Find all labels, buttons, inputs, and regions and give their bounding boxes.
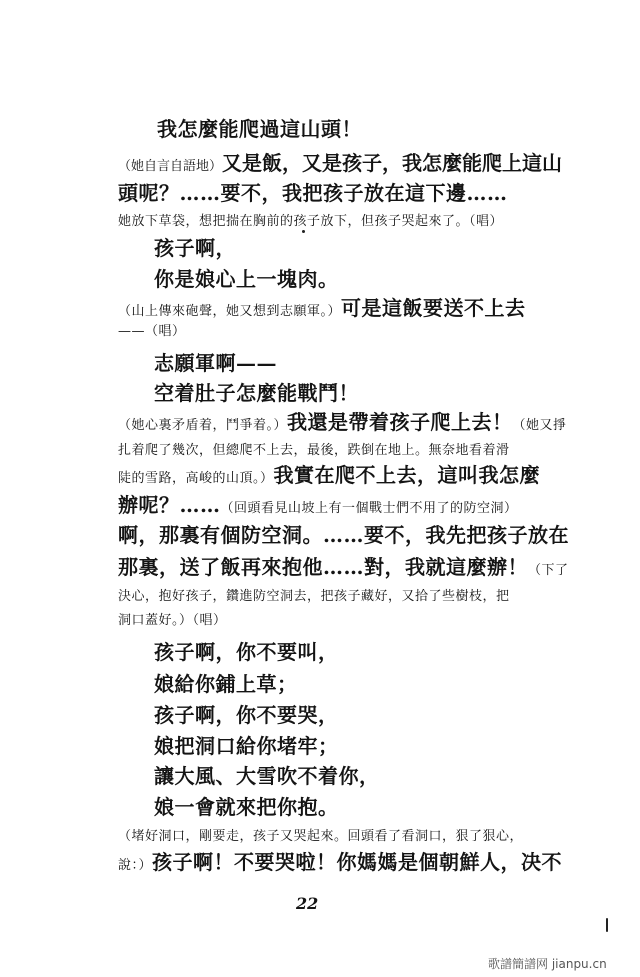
- stage-direction: （山上傳來砲聲，她又想到志願軍。）: [118, 304, 342, 319]
- dialogue-text: 我還是帶着孩子爬上去！: [287, 410, 513, 434]
- dialogue-text: 啊，那裏有個防空洞。……要不，我先把孩子放在: [118, 523, 569, 547]
- text-line: [157, 119, 362, 139]
- text-line: [118, 322, 186, 338]
- dialogue-text: 那裏，送了飯再來抱他……對，我就這麼辦！: [118, 555, 528, 579]
- dialogue-text: 頭呢？……要不，我把孩子放在這下邊……: [118, 181, 508, 205]
- dialogue-text: 可是這飯要送不上去: [341, 296, 526, 320]
- stage-direction: （她自言自語地）: [118, 159, 223, 174]
- text-line: [118, 557, 569, 577]
- text-line: [118, 495, 518, 515]
- dialogue-text: 讓大風、大雪吹不着你，: [154, 764, 380, 788]
- dialogue-text: 你是娘心上一塊肉。: [154, 267, 339, 291]
- text-line: [154, 736, 339, 756]
- dialogue-text: 娘給你鋪上草；: [154, 672, 298, 696]
- stage-direction: （下了: [528, 563, 569, 578]
- ink-speck: [606, 918, 608, 932]
- stage-direction: 陡的雪路，高峻的山頂。）: [118, 471, 274, 486]
- text-line: [118, 153, 562, 173]
- text-line: [154, 238, 236, 258]
- text-line: [118, 183, 508, 203]
- dialogue-text: 孩子啊，: [154, 236, 236, 260]
- text-line: [118, 465, 540, 485]
- stage-direction: （回頭看見山坡上有一個戰士們不用了的防空洞）: [220, 501, 518, 516]
- dialogue-text: 志願軍啊——: [154, 351, 277, 375]
- watermark: 歌譜簡譜网 jianpu.cn: [488, 957, 607, 971]
- text-line: [154, 642, 339, 662]
- text-line: [118, 587, 510, 603]
- dialogue-text: 辦呢？……: [118, 493, 221, 517]
- ink-speck: [302, 230, 305, 233]
- text-line: [154, 797, 339, 817]
- page-number: 22: [296, 894, 319, 913]
- dialogue-text: 孩子啊，你不要叫，: [154, 640, 339, 664]
- text-line: [118, 212, 503, 228]
- stage-direction: 洞口蓋好。）（唱）: [118, 613, 227, 628]
- text-line: [154, 674, 298, 694]
- stage-direction: 扎着爬了幾次，但總爬不上去，最後，跌倒在地上。無奈地看着滑: [118, 443, 510, 458]
- text-line: [118, 852, 562, 872]
- dialogue-text: 我實在爬不上去，這叫我怎麼: [273, 463, 541, 487]
- text-line: [154, 353, 277, 373]
- dialogue-text: 孩子啊！不要哭啦！你媽媽是個朝鮮人，决不: [152, 850, 563, 874]
- text-line: [118, 441, 510, 457]
- text-line: [118, 611, 227, 627]
- stage-direction: （她心裏矛盾着，鬥爭着。）: [118, 418, 288, 433]
- text-line: [118, 412, 567, 432]
- dialogue-text: 空着肚子怎麼能戰鬥！: [154, 381, 359, 405]
- text-line: [154, 705, 339, 725]
- text-line: [118, 298, 526, 318]
- stage-direction: （堵好洞口，剛要走，孩子又哭起來。回頭看了看洞口，狠了狠心，: [118, 829, 524, 844]
- dialogue-text: 娘把洞口給你堵牢；: [154, 734, 339, 758]
- dialogue-text: 我怎麼能爬過這山頭！: [157, 117, 362, 141]
- stage-direction: （她又掙: [512, 418, 567, 433]
- dialogue-text: 娘一會就來把你抱。: [154, 795, 339, 819]
- dialogue-text: 孩子啊，你不要哭，: [154, 703, 339, 727]
- stage-direction: 決心，抱好孩子，鑽進防空洞去，把孩子藏好，又拾了些樹枝，把: [118, 589, 510, 604]
- text-line: [118, 827, 523, 843]
- dialogue-text: 又是飯，又是孩子，我怎麼能爬上這山: [222, 151, 563, 175]
- text-line: [154, 383, 359, 403]
- stage-direction: 說：）: [118, 858, 153, 873]
- text-line: [118, 525, 569, 545]
- text-line: [154, 766, 380, 786]
- stage-direction: ——（唱）: [118, 324, 186, 339]
- text-line: [154, 269, 339, 289]
- stage-direction: 她放下草袋，想把揣在胸前的孩子放下，但孩子哭起來了。（唱）: [118, 214, 504, 229]
